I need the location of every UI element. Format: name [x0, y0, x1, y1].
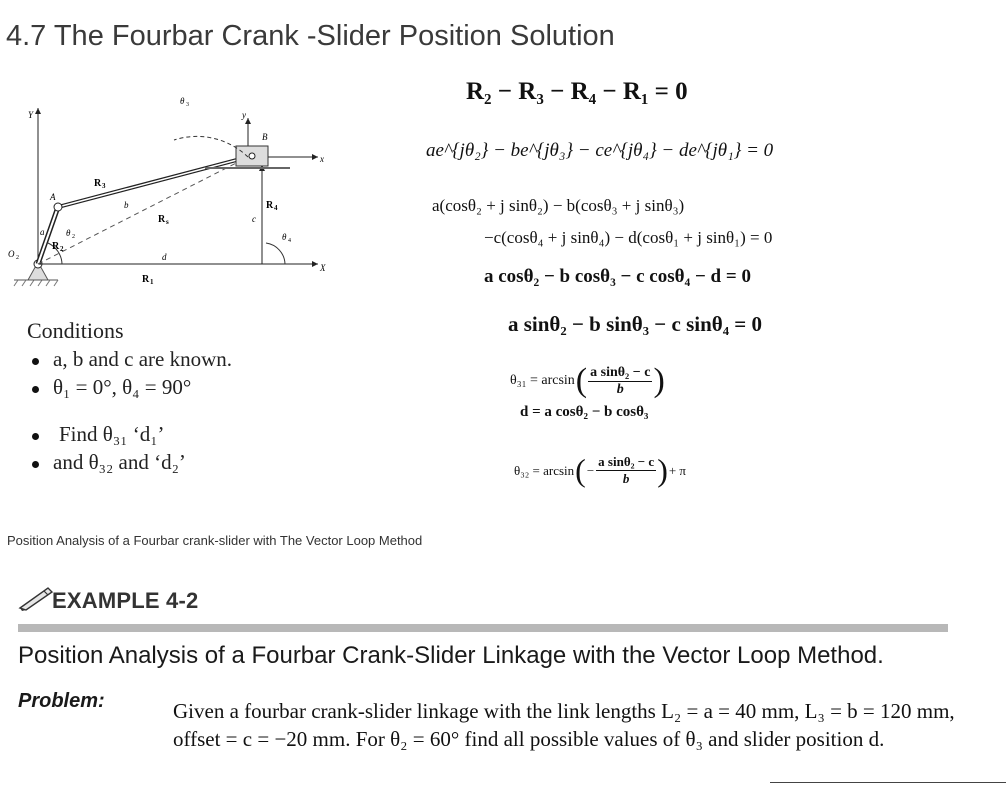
svg-text:θ: θ	[282, 232, 287, 242]
svg-text:b: b	[124, 200, 129, 210]
svg-text:R: R	[266, 200, 274, 211]
svg-text:Y: Y	[28, 110, 34, 120]
theta32-numerator: a sinθ₂ − c	[598, 454, 655, 469]
svg-text:d: d	[162, 252, 167, 262]
svg-text:2: 2	[16, 255, 19, 261]
vector-rs	[38, 158, 246, 264]
condition-item: a, b and c are known.	[32, 347, 232, 372]
loop-equation: R₂ − R₃ − R₄ − R₁ = 0	[466, 78, 688, 105]
theta32-solution: θ₃₂ = arcsin ( − $\frac{\text{a sinθ₂ − c}}{b}$ ) + π	[514, 452, 686, 488]
ground-hatching	[14, 280, 58, 286]
svg-text:B: B	[262, 132, 268, 142]
theta31-denominator: b	[616, 381, 624, 397]
problem-label: Problem:	[18, 690, 105, 712]
pencil-icon	[18, 584, 54, 612]
theta4-arc	[266, 243, 285, 264]
svg-text:4: 4	[288, 238, 291, 244]
svg-text:O: O	[8, 249, 15, 259]
theta32-denominator: b	[622, 471, 630, 486]
svg-text:R: R	[158, 214, 166, 225]
svg-text:a: a	[40, 227, 45, 237]
svg-text:s: s	[166, 218, 169, 226]
example-title: Position Analysis of a Fourbar Crank-Slider Linkage with the Vector Loop Method.	[18, 642, 884, 669]
svg-text:1: 1	[150, 278, 154, 286]
svg-text:x: x	[320, 154, 324, 164]
theta31-solution: θ₃₁ = arcsin ( $\frac{\text{a sinθ₂ − c}}{b}$ )	[510, 362, 665, 399]
svg-text:3: 3	[102, 182, 106, 190]
svg-text:3: 3	[186, 102, 189, 108]
conditions-title: Conditions	[27, 318, 124, 343]
svg-text:R: R	[94, 178, 102, 189]
theta31-lhs: θ₃₁ = arcsin	[510, 373, 575, 388]
euler-equation-line1: a(cosθ₂ + j sinθ₂) − b(cosθ₃ + j sinθ₃)	[432, 196, 685, 215]
svg-text:R: R	[142, 274, 150, 285]
condition-item: and θ₃₂ and ‘d₂’	[32, 450, 186, 475]
svg-text:y: y	[242, 110, 246, 120]
svg-text:c: c	[252, 214, 256, 224]
theta31-numerator: a sinθ₂ − c	[590, 364, 651, 380]
svg-text:θ: θ	[180, 96, 185, 106]
condition-item: Find θ₃₁ ‘d₁’	[32, 422, 165, 447]
real-part-equation: a cosθ₂ − b cosθ₃ − c cosθ₄ − d = 0	[484, 266, 751, 287]
euler-equation-line2: −c(cosθ₄ + j sinθ₄) − d(cosθ₁ + j sinθ₁) = 0	[484, 228, 773, 247]
svg-text:R: R	[52, 241, 60, 252]
example-heading: EXAMPLE 4-2	[52, 588, 199, 613]
complex-equation: ae^{jθ₂} − be^{jθ₃} − ce^{jθ₄} − de^{jθ₁} = 0	[426, 140, 774, 161]
svg-text:θ: θ	[66, 228, 71, 238]
svg-text:X: X	[320, 263, 326, 273]
theta32-tail: + π	[668, 462, 686, 478]
svg-text:2: 2	[60, 245, 64, 253]
page-title: 4.7 The Fourbar Crank -Slider Position Solution	[6, 20, 615, 52]
svg-text:4: 4	[274, 204, 278, 212]
d-solution: d = a cosθ₂ − b cosθ₃	[520, 404, 649, 420]
svg-text:2: 2	[72, 234, 75, 240]
theta32-lhs: θ₃₂ = arcsin	[514, 462, 575, 478]
problem-text: Given a fourbar crank-slider linkage with the link lengths L₂ = a = 40 mm, L₃ = b = 120 mm, offset = c = −20 mm. For θ₂ = 60° find all possible values of θ₃ and slider position d.	[173, 699, 955, 751]
crank-slider-diagram	[0, 90, 345, 300]
footer-rule	[770, 782, 1006, 783]
figure-caption: Position Analysis of a Fourbar crank-slider with The Vector Loop Method	[7, 533, 423, 548]
imaginary-part-equation: a sinθ₂ − b sinθ₃ − c sinθ₄ = 0	[508, 312, 762, 336]
svg-text:A: A	[50, 192, 56, 202]
condition-item: θ₁ = 0°, θ₄ = 90°	[32, 375, 191, 400]
example-divider	[18, 624, 948, 632]
